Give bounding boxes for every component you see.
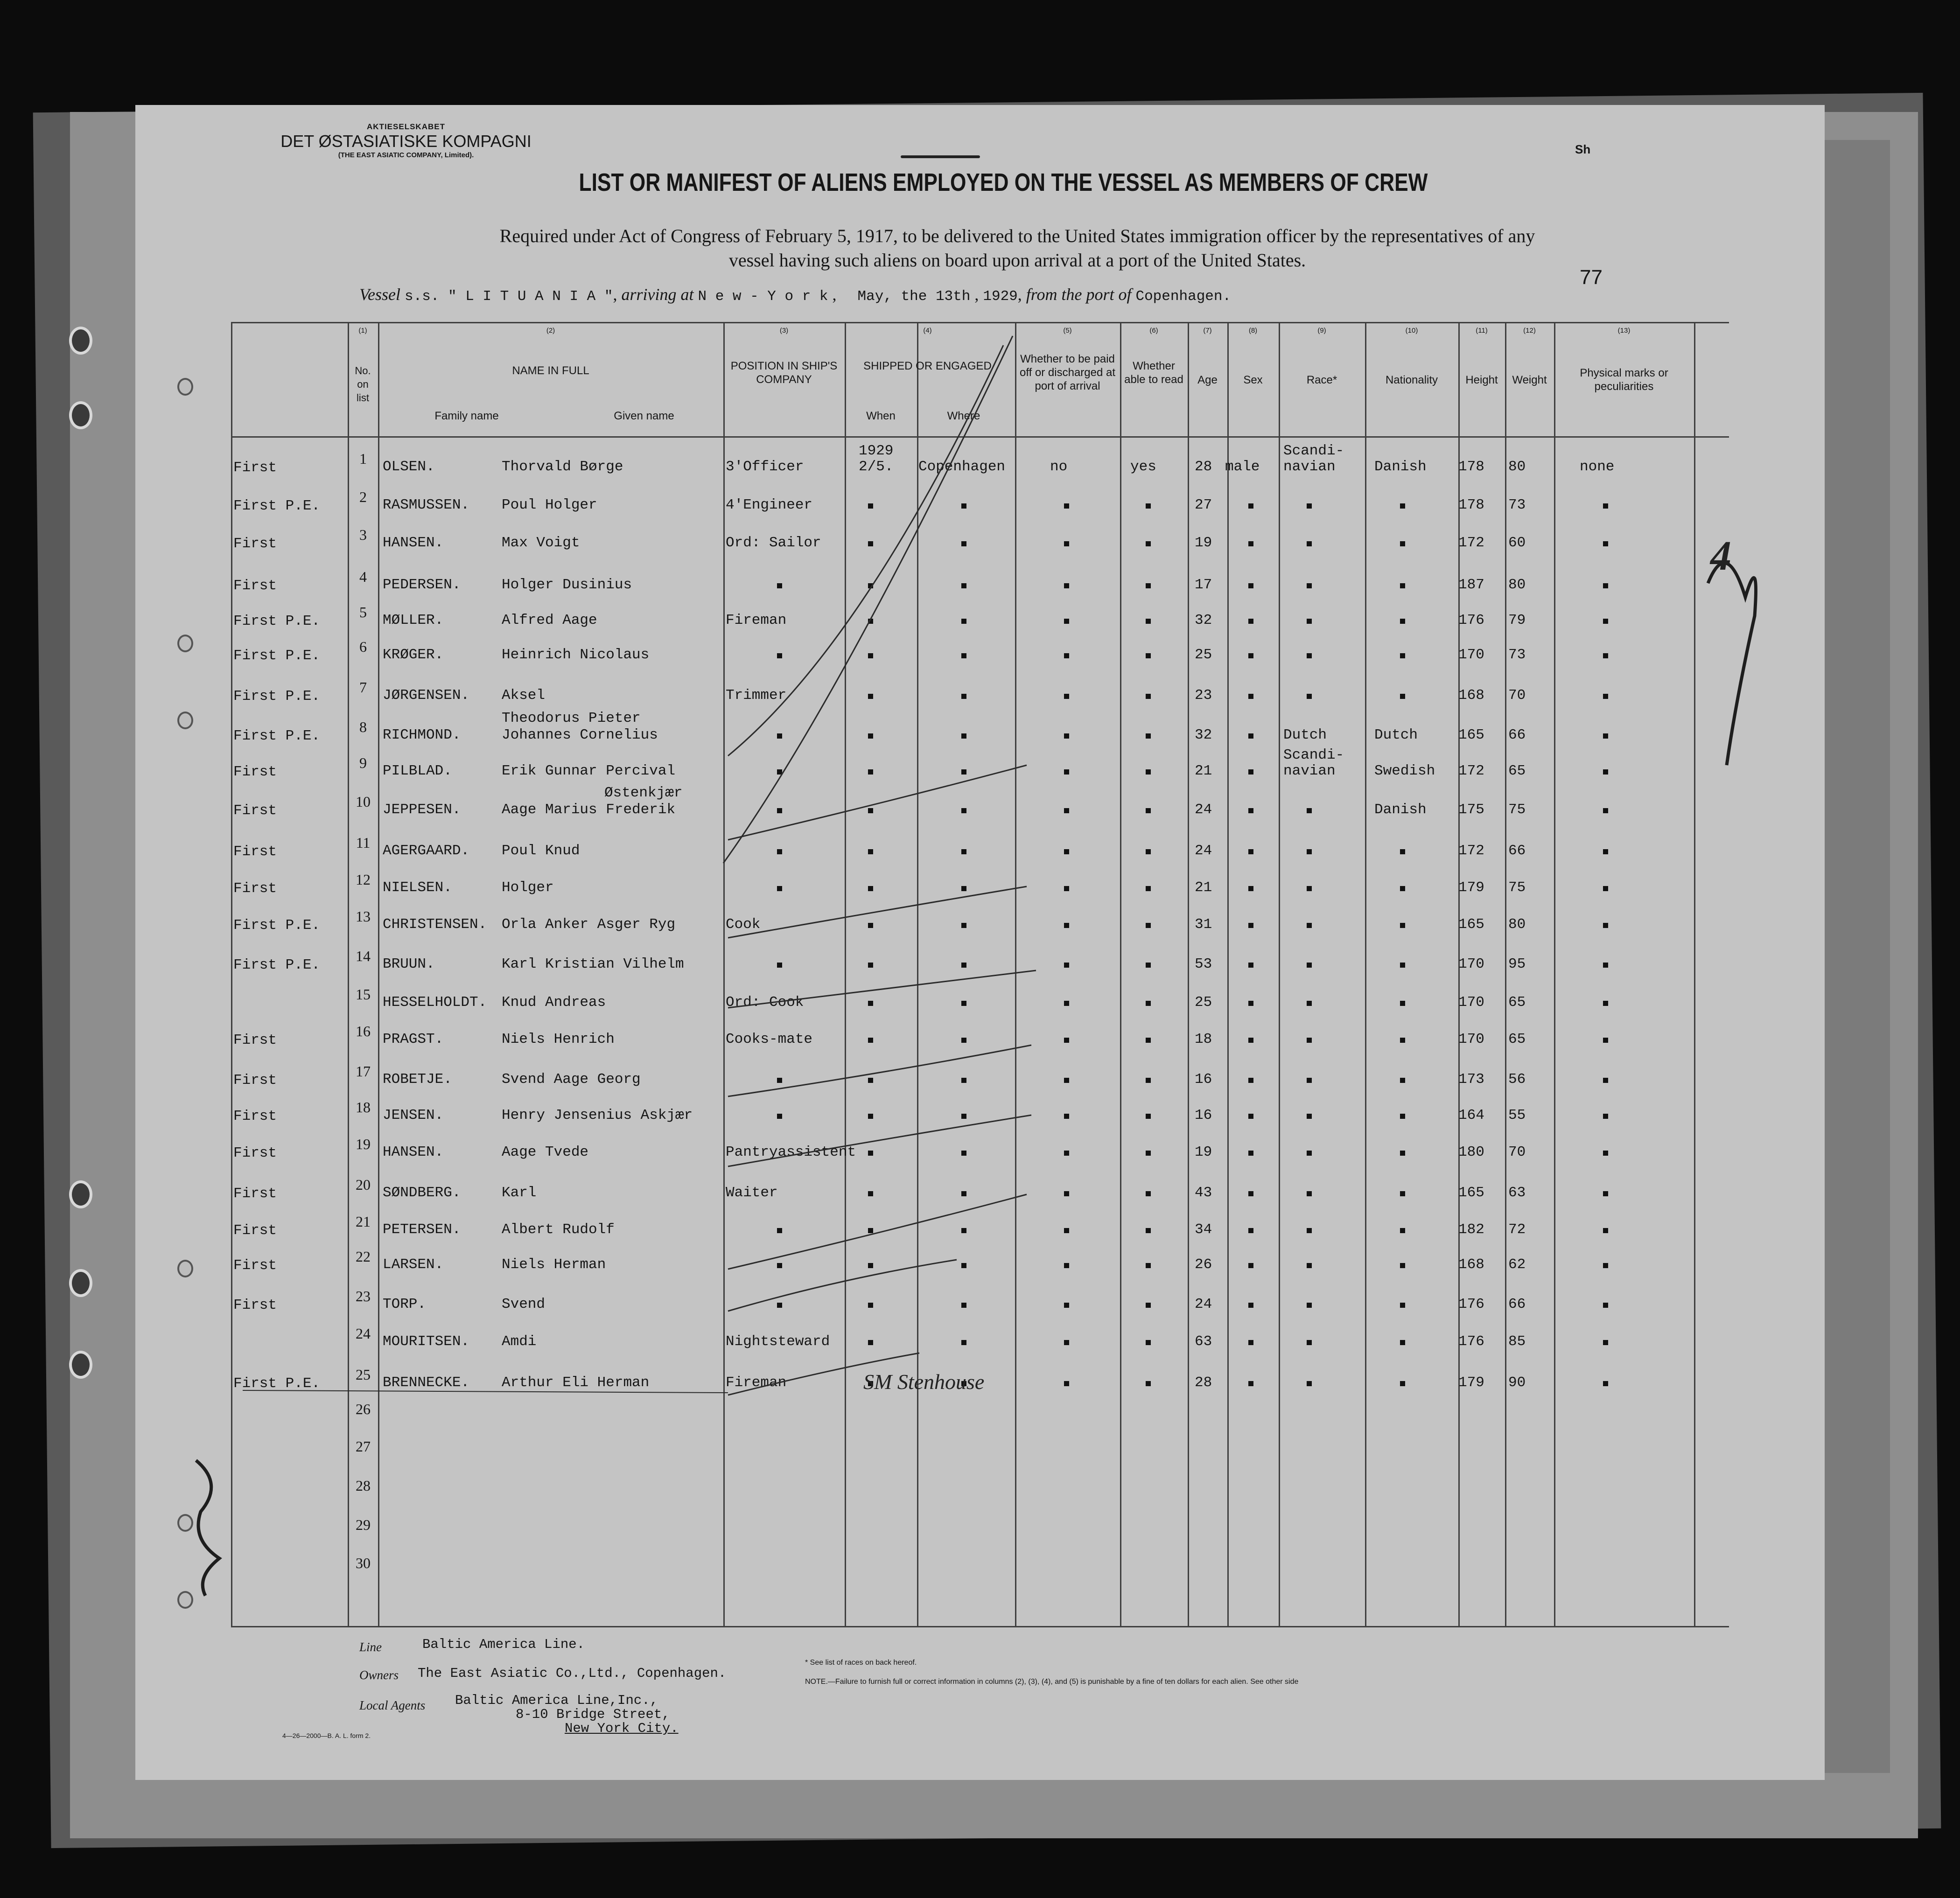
row-number: 15 [356,986,371,1003]
age: 28 [1195,459,1212,475]
family-name: HESSELHOLDT. [383,994,487,1011]
from-label: from the port of [1026,285,1132,304]
owners-label: Owners [359,1668,399,1682]
sex: male [1225,459,1260,475]
agents-line1: Baltic America Line,Inc., [455,1693,658,1708]
column-number: (1) [358,327,367,335]
crew-class: First [233,1257,277,1274]
weight: 65 [1508,763,1526,779]
weight: 56 [1508,1071,1526,1088]
family-name: OLSEN. [383,459,435,475]
column-number: (11) [1476,327,1488,335]
weight: 65 [1508,994,1526,1011]
crew-class: First [233,1072,277,1089]
given-name: Niels Henrich [502,1031,615,1047]
family-name: MOURITSEN. [383,1333,470,1350]
weight: 62 [1508,1256,1526,1273]
column-number: (3) [779,327,789,335]
age: 25 [1195,994,1212,1011]
row-number: 11 [356,834,371,851]
position: Pantryassistent [726,1144,856,1160]
weight: 66 [1508,1296,1526,1312]
age: 26 [1195,1256,1212,1273]
weight: 80 [1508,577,1526,593]
row-number: 23 [356,1288,371,1305]
family-name: CHRISTENSEN. [383,916,487,933]
column-header: Nationality [1385,374,1438,386]
column-number: (10) [1405,327,1418,335]
given-name: Poul Holger [502,497,597,513]
race: navian [1283,459,1336,475]
height: 172 [1458,535,1484,551]
margin-scribble [196,1460,219,1596]
row-number: 24 [356,1325,371,1342]
age: 24 [1195,843,1212,859]
family-name: SØNDBERG. [383,1185,461,1201]
crew-class: First P.E. [233,1375,321,1392]
height: 179 [1458,879,1484,896]
height: 176 [1458,612,1484,628]
row-number: 16 [356,1023,371,1040]
end-rule [243,1390,728,1393]
column-header: Whether to be paid off or discharged at port of arrival [1019,353,1116,392]
fine-note: NOTE.—Failure to furnish full or correct information in columns (2), (3), (4), and (5) is punishable by a fine of ten dollars for each alien. See other side [805,1678,1299,1686]
column-subheader: Family name [434,410,499,422]
ditto-stroke [728,765,1027,840]
age: 63 [1195,1333,1212,1350]
given-name: Thorvald Børge [502,459,623,475]
company-line3: (THE EAST ASIATIC COMPANY, Limited). [338,151,474,159]
column-number: (7) [1203,327,1212,335]
weight: 73 [1508,497,1526,513]
ditto-stroke [728,886,1027,938]
family-name: KRØGER. [383,647,444,663]
row-number: 30 [356,1555,371,1571]
row-number: 29 [356,1516,371,1533]
crew-class: First [233,536,277,552]
age: 31 [1195,916,1212,933]
weight: 55 [1508,1107,1526,1123]
position: Fireman [726,612,787,628]
crew-class: First [233,1145,277,1161]
crew-class: First P.E. [233,648,321,664]
given-name: Karl Kristian Vilhelm [502,956,684,972]
crew-class: First [233,1108,277,1124]
row-number: 10 [356,793,371,810]
race: Scandi- [1283,747,1344,763]
ditto-stroke [728,1045,1031,1096]
family-name: MØLLER. [383,612,444,628]
row-number: 28 [356,1477,371,1494]
company-name: DET ØSTASIATISKE KOMPAGNI [280,132,532,151]
position: Cooks-mate [726,1031,813,1047]
position: Cook [726,916,761,933]
given-name: Svend Aage Georg [502,1071,641,1088]
given-name: Amdi [502,1333,537,1350]
row-number: 1 [359,450,367,467]
weight: 65 [1508,1031,1526,1047]
age: 53 [1195,956,1212,972]
race: navian [1283,763,1336,779]
line-label: Line [359,1640,382,1654]
column-header: Height [1465,374,1498,386]
row-number: 22 [356,1248,371,1265]
given-name: Johannes Cornelius [502,727,658,743]
crew-class: First [233,1032,277,1048]
family-name: PILBLAD. [383,763,452,779]
height: 164 [1458,1107,1484,1123]
row-number: 12 [356,871,371,888]
race: Dutch [1283,727,1327,743]
height: 172 [1458,843,1484,859]
family-name: BRUUN. [383,956,435,972]
row-number: 6 [359,638,367,655]
weight: 73 [1508,647,1526,663]
row-number: 19 [356,1136,371,1152]
given-name: Henry Jensenius Askjær [502,1107,693,1123]
column-header: Race* [1306,374,1337,386]
position: Ord: Cook [726,994,804,1011]
height: 170 [1458,956,1484,972]
crew-class: First P.E. [233,957,321,973]
weight: 75 [1508,802,1526,818]
margin-scribble [1708,563,1756,765]
position: Trimmer [726,687,787,704]
nationality: Swedish [1374,763,1435,779]
owners-value: The East Asiatic Co.,Ltd., Copenhagen. [418,1666,727,1681]
column-number: (9) [1317,327,1326,335]
row-number: 27 [356,1438,371,1455]
ditto-stroke [728,345,1006,756]
height: 170 [1458,647,1484,663]
crew-class: First P.E. [233,613,321,629]
height: 168 [1458,1256,1484,1273]
arrival-port: N e w - Y o r k [698,288,828,305]
weight: 72 [1508,1221,1526,1238]
arriving-label: arriving at [621,285,694,304]
page-title: LIST OR MANIFEST OF ALIENS EMPLOYED ON THE VESSEL AS MEMBERS OF CREW [579,168,1428,196]
height: 176 [1458,1333,1484,1350]
weight: 80 [1508,459,1526,475]
row-number: 25 [356,1366,371,1383]
crew-class: First [233,802,277,819]
family-name: PRAGST. [383,1031,444,1047]
given-name: Arthur Eli Herman [502,1375,650,1391]
age: 19 [1195,1144,1212,1160]
column-subheader: Given name [614,410,674,422]
subtitle-line2: vessel having such aliens on board upon arrival at a port of the United States. [728,250,1306,271]
family-name: JØRGENSEN. [383,687,470,704]
column-header: Age [1197,374,1218,386]
height: 172 [1458,763,1484,779]
age: 32 [1195,727,1212,743]
column-header: Whether able to read [1124,360,1183,386]
weight: 79 [1508,612,1526,628]
family-name: LARSEN. [383,1256,444,1273]
crew-class: First [233,1297,277,1313]
family-name: PEDERSEN. [383,577,461,593]
column-header: Physical marks or peculiarities [1580,367,1668,393]
crew-class: First [233,460,277,476]
given-name: Aage Tvede [502,1144,589,1160]
height: 179 [1458,1375,1484,1391]
column-header: SHIPPED OR ENGAGED [863,360,992,372]
subtitle-line1: Required under Act of Congress of February 5, 1917, to be delivered to the United States immigration officer by the representatives of any [499,225,1535,246]
age: 43 [1195,1185,1212,1201]
given-name: Østenkjær [604,785,683,801]
position: Ord: Sailor [726,535,821,551]
row-number: 17 [356,1063,371,1080]
position: 4'Engineer [726,497,813,513]
given-name: Poul Knud [502,843,580,859]
crew-class: First P.E. [233,728,321,744]
line-value: Baltic America Line. [422,1637,585,1652]
given-name: Niels Herman [502,1256,606,1273]
row-number: 20 [356,1176,371,1193]
family-name: BRENNECKE. [383,1375,470,1391]
height: 182 [1458,1221,1484,1238]
family-name: AGERGAARD. [383,843,470,859]
family-name: HANSEN. [383,1144,444,1160]
vessel-line: Vessel s.s. " L I T U A N I A ", arriving at N e w - Y o r k , May, the 13th , 1929, from the port of Copenhagen. [359,285,1232,305]
age: 21 [1195,879,1212,896]
family-name: HANSEN. [383,535,444,551]
age: 24 [1195,802,1212,818]
weight: 90 [1508,1375,1526,1391]
given-name: Max Voigt [502,535,580,551]
weight: 85 [1508,1333,1526,1350]
column-subheader: When [866,410,896,422]
family-name: TORP. [383,1296,427,1312]
row-number: 21 [356,1213,371,1230]
given-name: Knud Andreas [502,994,606,1011]
row-number: 14 [356,948,371,964]
arrival-year: 1929 [983,288,1018,305]
height: 180 [1458,1144,1484,1160]
agents-line3: New York City. [565,1721,679,1736]
agents-label: Local Agents [359,1698,426,1712]
given-name: Erik Gunnar Percival [502,763,676,779]
column-number: (4) [923,327,932,335]
row-number: 7 [359,679,367,696]
nationality: Danish [1374,802,1427,818]
column-number: (2) [546,327,555,335]
nationality: Danish [1374,459,1427,475]
crew-class: First [233,1222,277,1239]
height: 178 [1458,497,1484,513]
age: 19 [1195,535,1212,551]
column-number: (13) [1617,327,1631,335]
ditto-stroke [726,970,1036,1011]
age: 21 [1195,763,1212,779]
height: 176 [1458,1296,1484,1312]
age: 25 [1195,647,1212,663]
crew-class: First P.E. [233,917,321,934]
crew-class: First [233,1186,277,1202]
row-number: 13 [356,908,371,925]
weight: 70 [1508,687,1526,704]
given-name: Albert Rudolf [502,1221,615,1238]
form-code: 4—26—2000—B. A. L. form 2. [282,1732,371,1739]
ditto-stroke [728,1115,1031,1166]
shipped-when: 2/5. [859,459,894,475]
given-name: Orla Anker Asger Ryg [502,916,676,933]
age: 32 [1195,612,1212,628]
family-name: ROBETJE. [383,1071,452,1088]
row-number: 3 [359,526,367,543]
family-name: PETERSEN. [383,1221,461,1238]
weight: 75 [1508,879,1526,896]
arrival-date: May, the 13th [857,288,971,305]
given-name: Karl [502,1185,537,1201]
height: 168 [1458,687,1484,704]
given-name: Heinrich Nicolaus [502,647,650,663]
agents-line2: 8-10 Bridge Street, [516,1707,670,1722]
column-number: (8) [1248,327,1258,335]
age: 23 [1195,687,1212,704]
departure-port: Copenhagen. [1135,288,1232,305]
column-number: (6) [1149,327,1158,335]
position: Nightsteward [726,1333,830,1350]
row-number: 9 [359,754,367,771]
column-subheader: Where [947,410,980,422]
weight: 63 [1508,1185,1526,1201]
vessel-label: Vessel [359,285,400,304]
family-name: RICHMOND. [383,727,461,743]
age: 24 [1195,1296,1212,1312]
age: 34 [1195,1221,1212,1238]
column-number: (5) [1063,327,1072,335]
column-header: Weight [1512,374,1547,386]
row-number: 4 [359,568,367,585]
nationality: Dutch [1374,727,1418,743]
age: 17 [1195,577,1212,593]
column-header: POSITION IN SHIP'S COMPANY [730,360,838,386]
family-name: NIELSEN. [383,879,452,896]
given-name: Aksel [502,687,546,704]
shipped-where: Copenhagen [918,459,1006,475]
column-header: NAME IN FULL [512,364,589,377]
paid-off: no [1050,459,1068,475]
row-number: 26 [356,1401,371,1417]
crew-class: First [233,578,277,594]
family-name: RASMUSSEN. [383,497,470,513]
weight: 66 [1508,727,1526,743]
column-header: No. on list [355,365,371,404]
crew-class: First [233,844,277,860]
age: 28 [1195,1375,1212,1391]
height: 170 [1458,1031,1484,1047]
physical-marks: none [1580,459,1615,475]
weight: 80 [1508,916,1526,933]
weight: 70 [1508,1144,1526,1160]
age: 18 [1195,1031,1212,1047]
weight: 95 [1508,956,1526,972]
position: 3'Officer [726,459,804,475]
height: 178 [1458,459,1484,475]
height: 165 [1458,916,1484,933]
height: 165 [1458,1185,1484,1201]
vessel-name: s.s. " L I T U A N I A " [404,288,613,305]
margin-note: 4 [1710,533,1731,579]
handwritten-note: SM Stenhouse [863,1370,985,1394]
given-name: Holger Dusinius [502,577,632,593]
crew-class: First [233,880,277,897]
crew-class: First P.E. [233,688,321,705]
ditto-stroke [728,1194,1027,1269]
given-name: Svend [502,1296,546,1312]
company-line1: AKTIESELSKABET [367,122,445,131]
column-number: (12) [1523,327,1536,335]
height: 187 [1458,577,1484,593]
shipped-when: 1929 [859,443,894,459]
given-name: Holger [502,879,554,896]
position: Fireman [726,1375,787,1391]
height: 173 [1458,1071,1484,1088]
height: 175 [1458,802,1484,818]
page-number: 77 [1580,266,1603,289]
position: Waiter [726,1185,778,1201]
row-number: 5 [359,604,367,621]
weight: 60 [1508,535,1526,551]
height: 165 [1458,727,1484,743]
race-note: * See list of races on back hereof. [805,1659,917,1667]
able-to-read: yes [1130,459,1156,475]
age: 16 [1195,1071,1212,1088]
race: Scandi- [1283,443,1344,459]
crew-class: First [233,764,277,780]
family-name: JENSEN. [383,1107,444,1123]
ditto-stroke [728,1260,957,1311]
age: 16 [1195,1107,1212,1123]
given-name: Alfred Aage [502,612,597,628]
row-number: 8 [359,719,367,735]
column-header: Sex [1243,374,1263,386]
given-name: Theodorus Pieter [502,710,641,726]
row-number: 18 [356,1099,371,1116]
height: 170 [1458,994,1484,1011]
crew-class: First P.E. [233,498,321,514]
given-name: Aage Marius Frederik [502,802,676,818]
weight: 66 [1508,843,1526,859]
sheet-label: Sh [1575,142,1591,156]
age: 27 [1195,497,1212,513]
row-number: 2 [359,488,367,505]
family-name: JEPPESEN. [383,802,461,818]
